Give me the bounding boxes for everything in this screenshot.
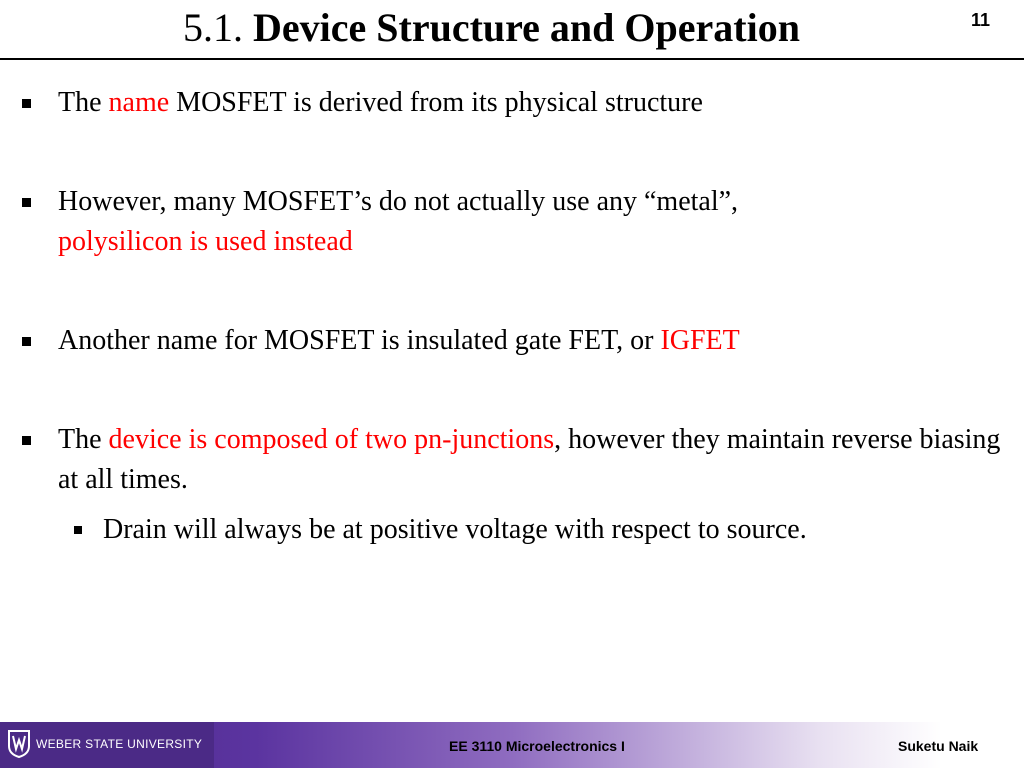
bullet-text: However, many MOSFET’s do not actually use any “metal”, polysilicon is used instead [58,186,739,257]
logo-text: WEBER STATE UNIVERSITY [36,737,203,751]
bullet-marker [22,337,31,346]
sub-bullet-text: Drain will always be at positive voltage with respect to source. [103,514,807,545]
title-text: Device Structure and Operation [253,5,800,50]
shield-icon [8,730,30,758]
bullet-text: Another name for MOSFET is insulated gate FET, or IGFET [58,325,740,356]
university-logo [0,722,214,768]
title-number: 5.1. [183,5,243,50]
bullet-marker [22,436,31,445]
title-bar [0,0,1024,60]
bullet-marker [22,198,31,207]
bullet-text: The device is composed of two pn-junctions, however they maintain reverse biasing at all times. [58,424,1001,495]
page-number: 11 [971,10,991,30]
sub-bullet-marker [74,526,82,534]
course-name: EE 3110 Microelectronics I [449,738,625,754]
bullet-marker [22,99,31,108]
slide-title [183,4,800,52]
bullet-text: The name MOSFET is derived from its physical structure [58,87,703,118]
author-name: Suketu Naik [898,738,979,754]
footer-bar [0,722,1024,768]
